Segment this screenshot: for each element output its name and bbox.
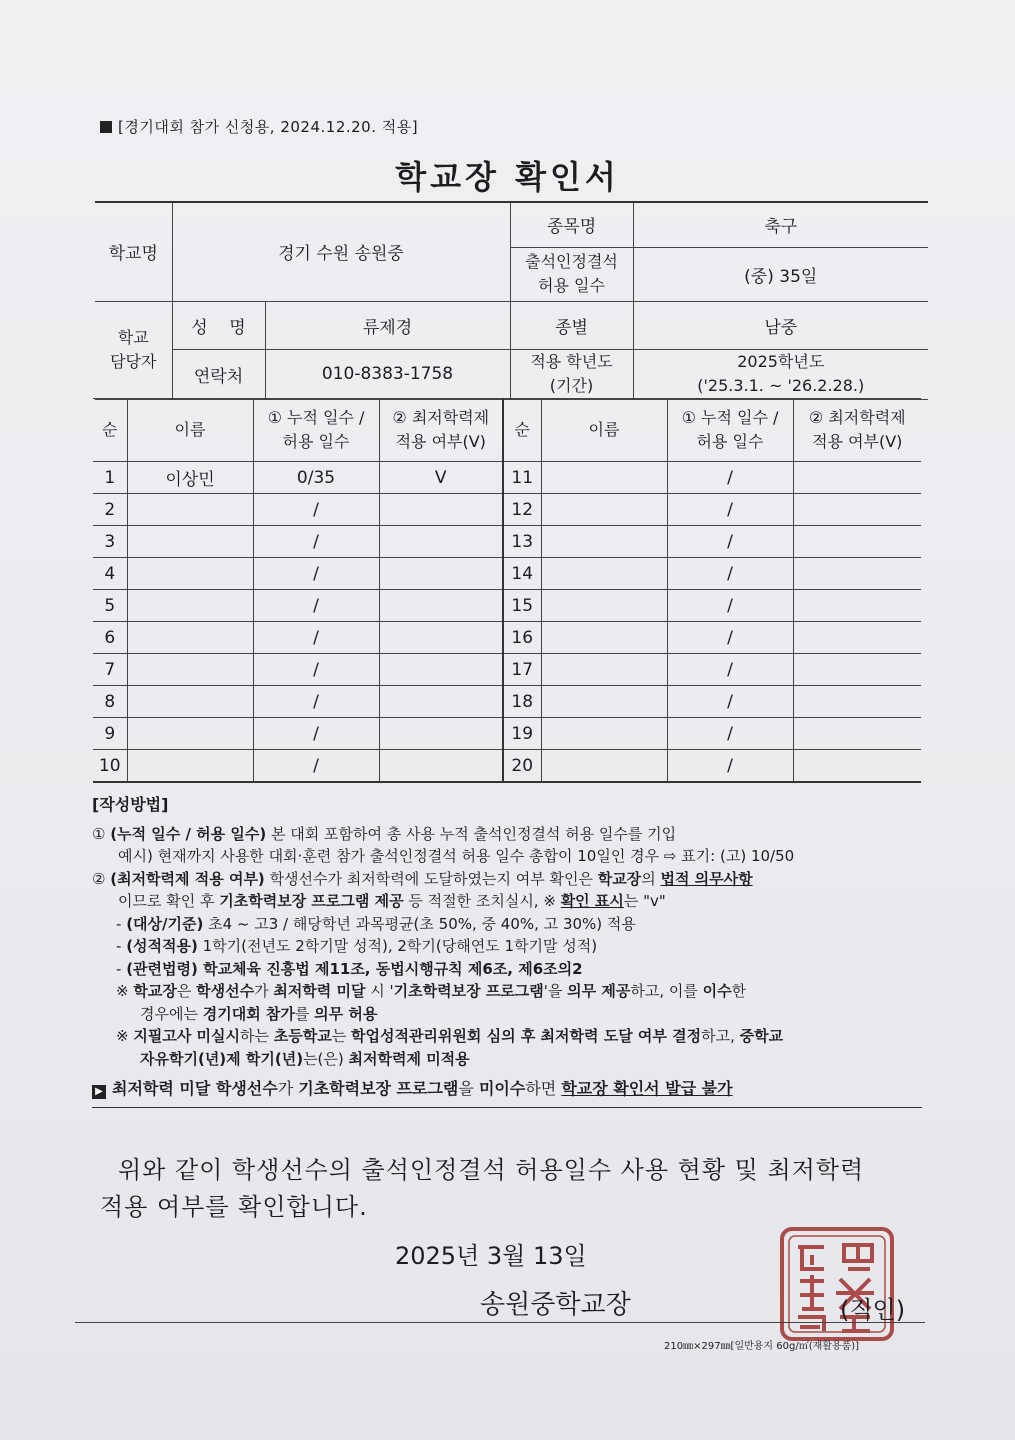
table-cell: 20 (503, 750, 541, 783)
table-cell: / (253, 654, 379, 686)
table-cell (793, 494, 921, 526)
table-cell: 2 (93, 494, 127, 526)
table-cell (541, 558, 667, 590)
table-cell (379, 686, 503, 718)
table-cell (127, 558, 253, 590)
table-cell (127, 622, 253, 654)
table-cell (379, 750, 503, 783)
bullet-target: - (대상/기준) 초4 ~ 고3 / 해당학년 과목평균(초 50%, 중 40%, 고 30%) 적용 (116, 914, 636, 933)
table-cell: 15 (503, 590, 541, 622)
attend-value: (중) 35일 (633, 247, 928, 301)
table-cell (541, 750, 667, 783)
table-cell (541, 718, 667, 750)
table-row (93, 718, 921, 750)
table-cell: / (667, 654, 793, 686)
document-title: 학교장 확인서 (395, 158, 620, 196)
bottom-rule (75, 1322, 925, 1323)
principal-name: 송원중학교장 (480, 1290, 631, 1320)
issue-date: 2025년 3월 13일 (395, 1242, 587, 1270)
header-min-2: ② 최저학력제 적용 여부(V) (793, 399, 921, 462)
note-1: ※ 학교장은 학생선수가 최저학력 미달 시 '기초학력보장 프로그램'을 의무 제공하고, 이를 이수한 (116, 982, 747, 1000)
instruction-1: ① (누적 일수 / 허용 일수) 본 대회 포함하여 총 사용 누적 출석인정결석 허용 일수를 기입 (92, 824, 677, 843)
instruction-2: ② (최저학력제 적용 여부) 학생선수가 최저학력에 도달하였는지 여부 확인은 학교장의 법적 의무사항 (92, 869, 753, 888)
table-cell (379, 622, 503, 654)
table-cell (127, 654, 253, 686)
table-cell: 18 (503, 686, 541, 718)
table-cell: / (253, 526, 379, 558)
table-cell (541, 654, 667, 686)
table-row (93, 558, 921, 590)
table-cell: / (667, 558, 793, 590)
name-label: 성 명 (172, 301, 265, 349)
table-cell: 6 (93, 622, 127, 654)
note-1-cont: 경우에는 경기대회 참가를 의무 허용 (140, 1004, 378, 1023)
table-cell: / (667, 494, 793, 526)
form-note-text: [경기대회 참가 신청용, 2024.12.20. 적용] (118, 118, 419, 136)
table-cell (793, 462, 921, 494)
table-cell (127, 494, 253, 526)
table-cell (793, 750, 921, 783)
table-row (93, 750, 921, 783)
table-cell (541, 462, 667, 494)
table-cell (793, 686, 921, 718)
attend-label: 출석인정결석 허용 일수 (510, 247, 633, 301)
table-row (93, 686, 921, 718)
table-cell: / (253, 718, 379, 750)
table-cell (379, 654, 503, 686)
table-cell (541, 526, 667, 558)
table-cell (541, 686, 667, 718)
table-cell: / (667, 750, 793, 783)
table-cell: 5 (93, 590, 127, 622)
table-cell: 9 (93, 718, 127, 750)
table-cell: 17 (503, 654, 541, 686)
category-value: 남중 (633, 301, 928, 349)
school-value: 경기 수원 송원중 (172, 202, 510, 301)
table-cell: 19 (503, 718, 541, 750)
table-cell: 16 (503, 622, 541, 654)
table-cell: / (253, 558, 379, 590)
table-cell (127, 526, 253, 558)
table-cell: V (379, 462, 503, 494)
table-cell: / (253, 686, 379, 718)
note-2: ※ 지필고사 미실시하는 초등학교는 학업성적관리위원회 심의 후 최저학력 도달 여부 결정하고, 중학교 (116, 1027, 784, 1045)
table-row (93, 462, 921, 494)
table-cell: / (253, 494, 379, 526)
table-cell: / (253, 590, 379, 622)
phone-value: 010-8383-1758 (265, 349, 510, 399)
header-no-2: 순 (503, 399, 541, 462)
table-cell (379, 526, 503, 558)
table-cell: 1 (93, 462, 127, 494)
table-row (93, 622, 921, 654)
table-cell (793, 654, 921, 686)
student-table (93, 398, 921, 783)
table-cell: / (253, 622, 379, 654)
school-label: 학교명 (95, 202, 172, 301)
table-cell: / (667, 590, 793, 622)
table-cell (379, 718, 503, 750)
table-cell (541, 590, 667, 622)
manager-label: 학교 담당자 (95, 301, 172, 399)
table-cell: 10 (93, 750, 127, 783)
table-cell: / (667, 462, 793, 494)
table-cell: / (667, 718, 793, 750)
table-cell: / (667, 526, 793, 558)
instruction-1-example: 예시) 현재까지 사용한 대회·훈련 참가 출석인정결석 허용 일수 총합이 10일인 경우 ⇨ 표기: (고) 10/50 (118, 847, 795, 865)
table-cell (793, 718, 921, 750)
header-min: ② 최저학력제 적용 여부(V) (379, 399, 503, 462)
table-cell: 0/35 (253, 462, 379, 494)
final-warning: ▶ 최저학력 미달 학생선수가 기초학력보장 프로그램을 미이수하면 학교장 확인서 발급 불가 (92, 1078, 922, 1108)
table-cell (127, 718, 253, 750)
bullet-grade: - (성적적용) 1학기(전년도 2학기말 성적), 2학기(당해연도 1학기말 성적) (116, 937, 598, 955)
square-bullet-icon (100, 121, 112, 133)
arrow-box-icon: ▶ (92, 1085, 106, 1099)
table-cell (127, 590, 253, 622)
table-cell: / (667, 686, 793, 718)
official-seal-icon (778, 1225, 896, 1343)
table-cell (793, 622, 921, 654)
sport-value: 축구 (633, 202, 928, 247)
table-cell (127, 750, 253, 783)
table-cell (379, 590, 503, 622)
category-label: 종별 (510, 301, 633, 349)
table-cell: 7 (93, 654, 127, 686)
confirmation-statement: 위와 같이 학생선수의 출석인정결석 허용일수 사용 현황 및 최저학력 적용 여부를 확인합니다. (100, 1156, 865, 1221)
table-cell (541, 622, 667, 654)
table-cell: 8 (93, 686, 127, 718)
table-cell (793, 558, 921, 590)
form-note (100, 116, 418, 137)
phone-label: 연락처 (172, 349, 265, 399)
table-row (93, 654, 921, 686)
table-cell: 12 (503, 494, 541, 526)
table-cell: 13 (503, 526, 541, 558)
table-cell: 4 (93, 558, 127, 590)
table-row (93, 494, 921, 526)
header-name-2: 이름 (541, 399, 667, 462)
paper-spec: 210㎜×297㎜[일반용지 60g/㎡(재활용품)] (664, 1341, 860, 1352)
table-row (93, 590, 921, 622)
instructions-heading: [작성방법] (92, 795, 169, 814)
table-cell (379, 558, 503, 590)
note-2-cont: 자유학기(년)제 학기(년)는(은) 최저학력제 미적용 (140, 1049, 470, 1068)
table-cell (127, 686, 253, 718)
sport-label: 종목명 (510, 202, 633, 247)
table-cell (379, 494, 503, 526)
header-name: 이름 (127, 399, 253, 462)
header-days: ① 누적 일수 / 허용 일수 (253, 399, 379, 462)
table-cell: 이상민 (127, 462, 253, 494)
header-no: 순 (93, 399, 127, 462)
table-cell: 11 (503, 462, 541, 494)
table-cell (541, 494, 667, 526)
table-cell: 14 (503, 558, 541, 590)
bullet-law: - (관련법령) 학교체육 진흥법 제11조, 동법시행규칙 제6조, 제6조의2 (116, 959, 583, 978)
table-row (93, 526, 921, 558)
table-cell (793, 526, 921, 558)
instructions (92, 794, 922, 1108)
table-cell (793, 590, 921, 622)
table-cell: / (667, 622, 793, 654)
header-days-2: ① 누적 일수 / 허용 일수 (667, 399, 793, 462)
year-value: 2025학년도 ('25.3.1. ~ '26.2.28.) (633, 349, 928, 399)
year-label: 적용 학년도 (기간) (510, 349, 633, 399)
name-value: 류제경 (265, 301, 510, 349)
table-cell: / (253, 750, 379, 783)
seal-label: (직인) (840, 1296, 906, 1324)
instruction-2-cont: 이므로 확인 후 기초학력보장 프로그램 제공 등 적절한 조치실시, ※ 확인 표시는 "v" (118, 892, 666, 910)
info-table (95, 201, 928, 400)
table-cell: 3 (93, 526, 127, 558)
